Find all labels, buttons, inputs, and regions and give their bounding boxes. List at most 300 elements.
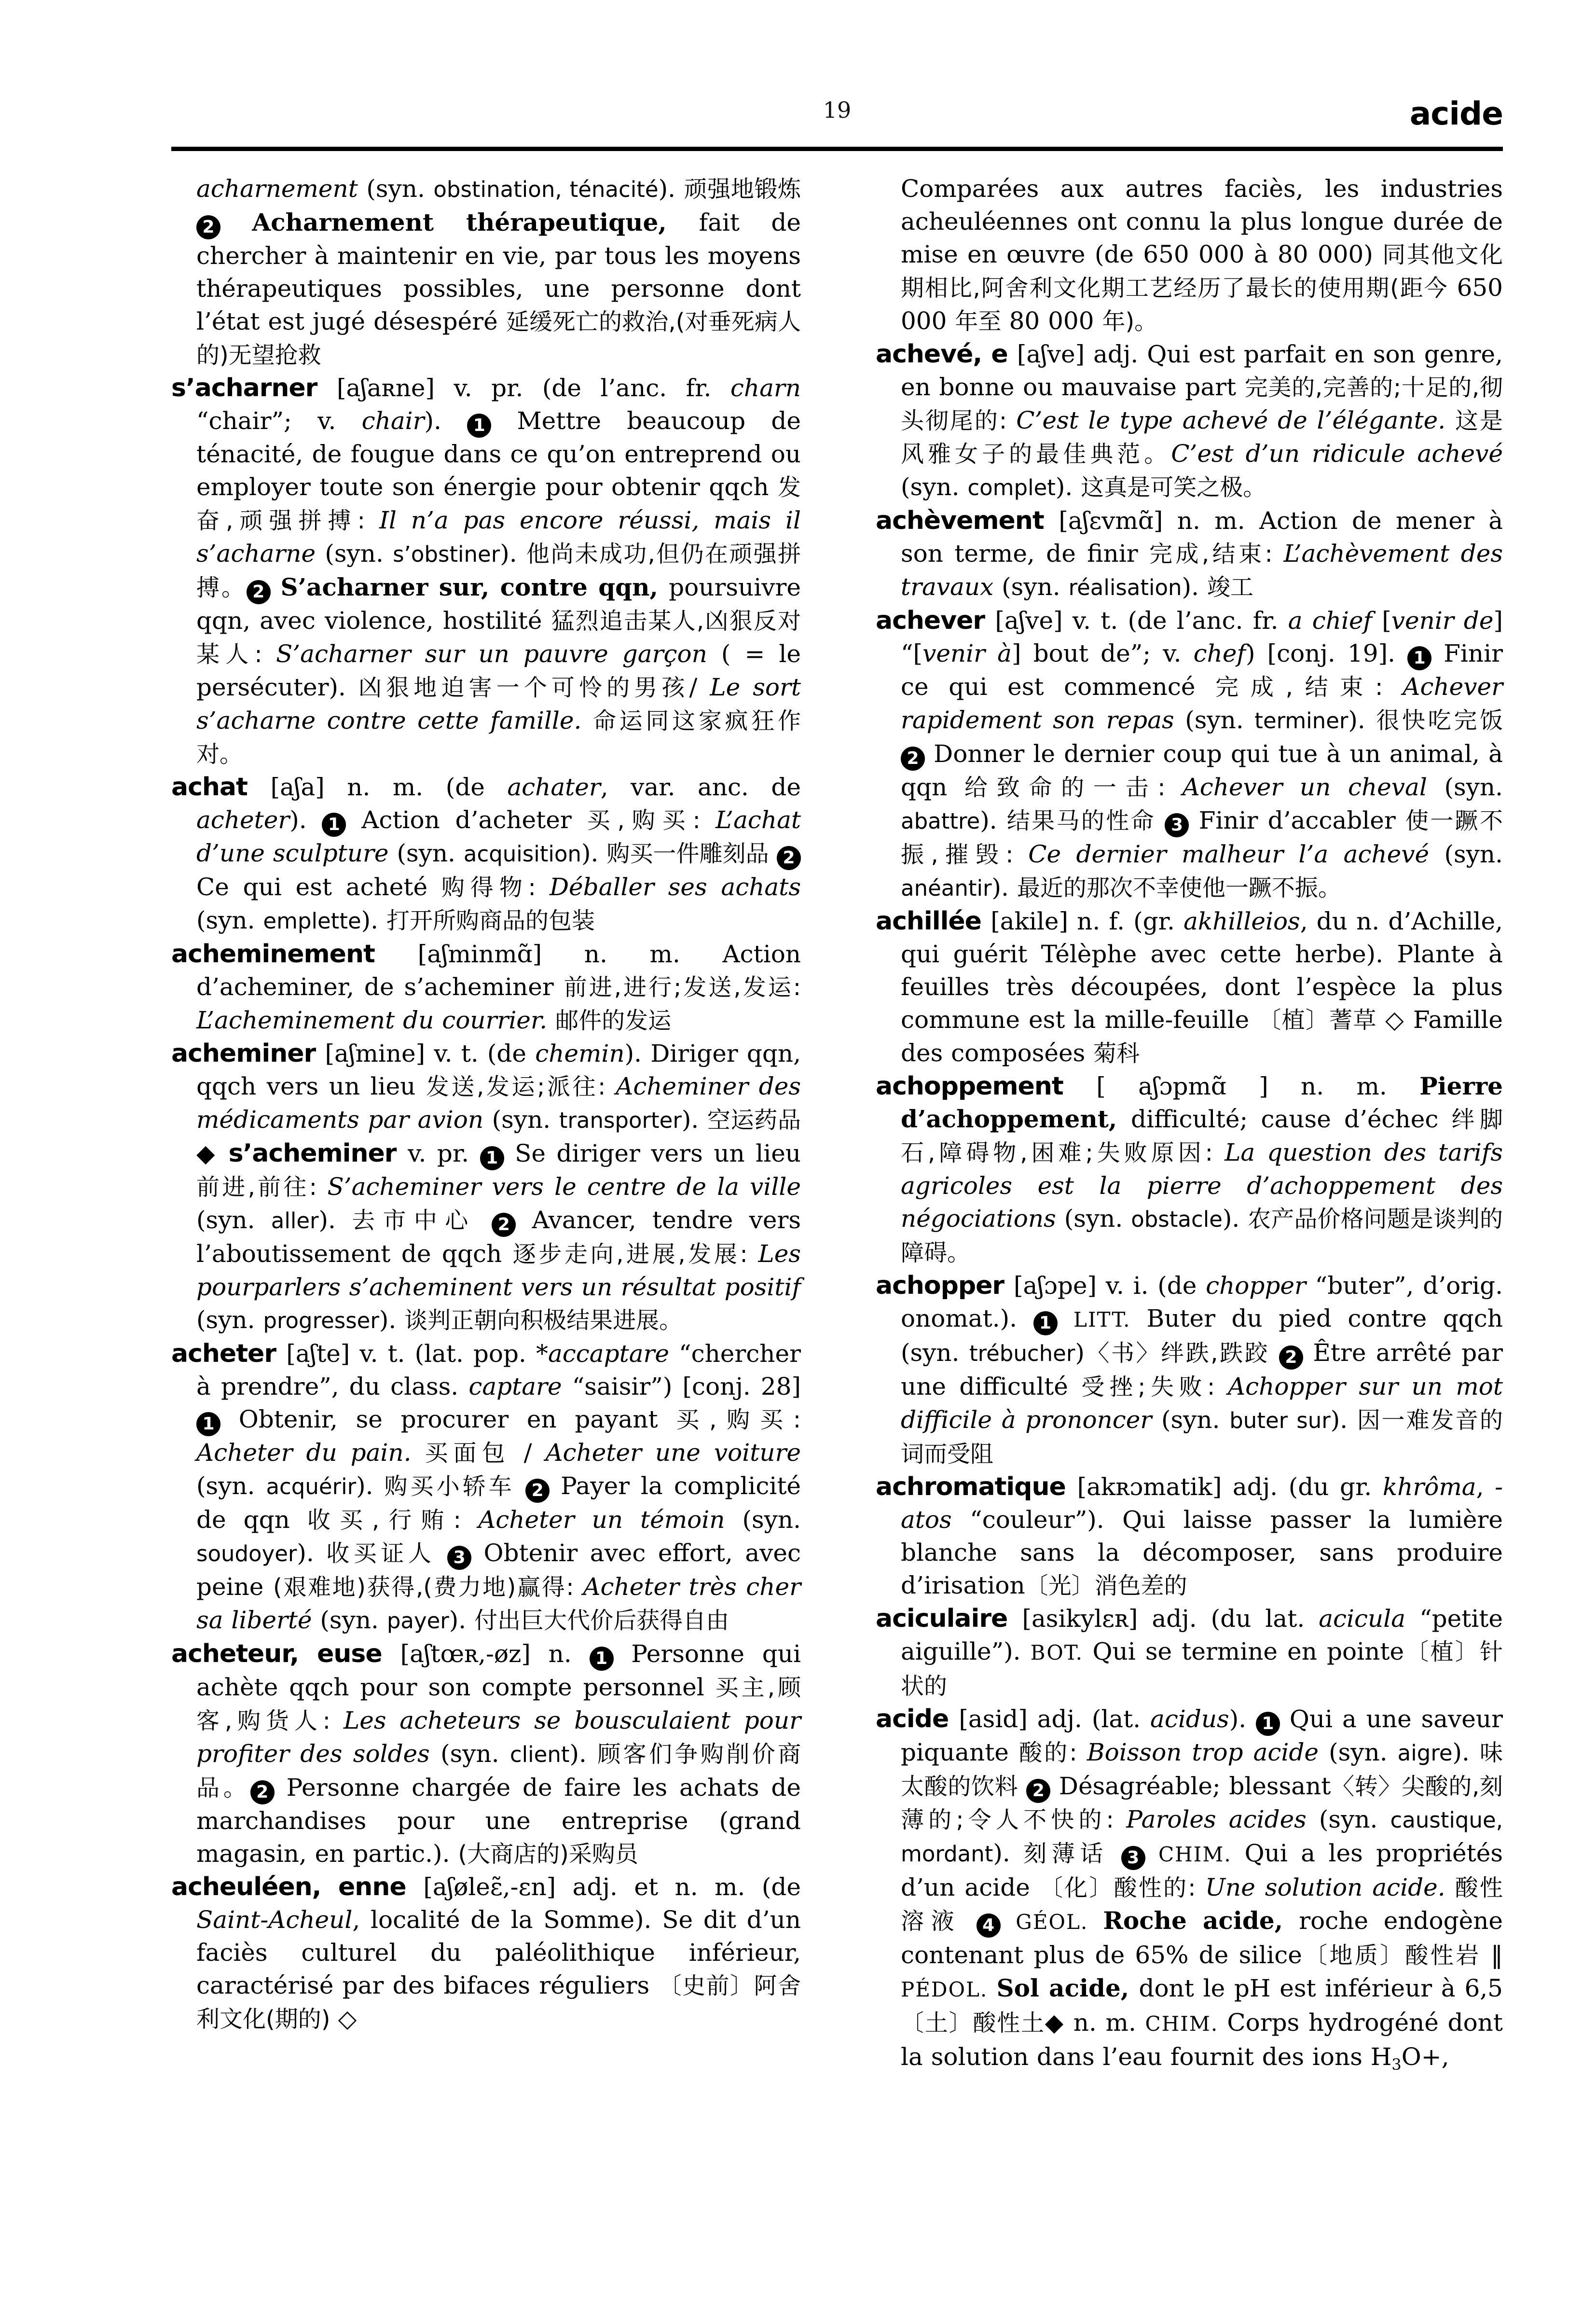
text-run: , bbox=[1476, 1473, 1495, 1501]
text-run: abattre bbox=[901, 808, 980, 834]
text-run: ). bbox=[681, 1106, 707, 1134]
text-run: accaptare bbox=[548, 1340, 679, 1368]
sense-number: 2 bbox=[1279, 1345, 1303, 1370]
text-run: obstination, ténacité bbox=[433, 177, 659, 202]
text-run: 〔史前〕阿舍利文化(期的) bbox=[196, 1972, 801, 2033]
text-run: 购买小轿车 bbox=[384, 1473, 526, 1500]
text-run: (syn. bbox=[397, 839, 464, 867]
text-run: [akile] n. f. (gr. bbox=[991, 907, 1184, 935]
text-run: Paroles acides bbox=[1126, 1805, 1319, 1833]
page-header bbox=[171, 0, 1503, 132]
headword: acheminer bbox=[171, 1039, 325, 1068]
headword: s’acharner bbox=[171, 374, 337, 402]
text-run: 前进,前往: bbox=[196, 1174, 328, 1201]
text-run: khrôma bbox=[1382, 1473, 1476, 1501]
text-run: 猛烈追击某人,凶狠反对某人: bbox=[196, 608, 801, 668]
text-run: ). bbox=[1229, 1705, 1256, 1733]
sense-number: 2 bbox=[1026, 1779, 1050, 1803]
headword: achillée bbox=[876, 907, 991, 936]
text-run: CHIM. bbox=[1158, 1843, 1245, 1866]
headword: achat bbox=[171, 773, 271, 802]
header-divider bbox=[171, 147, 1503, 151]
text-run: Être arrêté par une difficulté bbox=[901, 1339, 1503, 1400]
text-run bbox=[1145, 1839, 1158, 1867]
text-run: s’obstiner bbox=[393, 541, 500, 567]
text-run: 发奋,顽强拼搏: bbox=[196, 474, 801, 534]
text-run: Saint-Acheul bbox=[196, 1906, 353, 1934]
text-run: Finir d’accabler bbox=[1189, 806, 1405, 834]
text-run: (syn. bbox=[1329, 1738, 1398, 1766]
text-run: 〔土〕酸性土 bbox=[901, 2010, 1045, 2037]
text-run: transporter bbox=[559, 1108, 682, 1133]
text-run: ). bbox=[980, 806, 1007, 834]
text-run: Le sort s’acharne contre cette famille. bbox=[196, 673, 801, 735]
text-run: chef bbox=[1193, 639, 1246, 667]
entry-acide bbox=[876, 1703, 1503, 2081]
text-run: [aʃmine] v. t. (de bbox=[325, 1040, 536, 1067]
text-run: 这是风雅女子的最佳典范。 bbox=[901, 407, 1503, 468]
text-run: chemin bbox=[535, 1040, 625, 1067]
text-run: ). bbox=[1222, 1205, 1248, 1233]
text-run: (syn. bbox=[325, 540, 393, 568]
text-run: (syn. bbox=[440, 1740, 510, 1768]
text-run: venir à bbox=[922, 639, 1012, 667]
headword: s’acheminer bbox=[228, 1139, 408, 1168]
text-run: roche endogène contenant plus de 65% de silice bbox=[901, 1907, 1503, 1969]
page-body bbox=[171, 172, 1503, 2081]
entry-achever bbox=[876, 604, 1503, 905]
text-run: (大商店的)采购员 bbox=[458, 1841, 638, 1868]
text-run: ). bbox=[1182, 573, 1207, 601]
text-run: S’acheminer vers le centre de la ville bbox=[327, 1173, 801, 1201]
text-run: 这真是可笑之极。 bbox=[1081, 474, 1266, 501]
text-run: fait de chercher à maintenir en vie, par tous les moyens thérapeutiques possibles, une personne dont l’état est jugé désespéré bbox=[196, 208, 801, 335]
text-run: [aʃve] adj. Qui est parfait en son genre, en bonne ou mauvaise part bbox=[901, 340, 1503, 401]
text-run: [aʃɛvmɑ̃] n. m. Action de mener à son terme, de finir bbox=[901, 507, 1503, 568]
text-run: (syn. bbox=[196, 1472, 266, 1500]
text-run: 因一难发音的词而受阻 bbox=[901, 1407, 1503, 1468]
text-run: , localité de la Somme). Se dit d’un faciès culturel du paléolithique inférieur, caractérisé par des bifaces réguliers bbox=[196, 1906, 801, 1999]
text-run: v. pr. bbox=[408, 1139, 480, 1167]
text-run: ). bbox=[1452, 1738, 1480, 1766]
headword: achopper bbox=[876, 1271, 1014, 1300]
text-run: 逐步走向,进展,发展: bbox=[512, 1241, 758, 1268]
text-run: Ce qui est acheté bbox=[196, 873, 441, 901]
text-run: ). bbox=[581, 839, 607, 867]
text-run: 完成,结束: bbox=[1215, 674, 1403, 701]
entry-acharnement-continuation bbox=[171, 172, 801, 372]
text-run: 〈书〉绊跌,跌跤 bbox=[1084, 1340, 1279, 1367]
text-run: Acheter du pain. bbox=[196, 1439, 425, 1467]
text-run: ) [conj. 19]. bbox=[1245, 639, 1408, 667]
text-run: 他尚未成功,但仍在顽强拼搏。 bbox=[196, 541, 801, 601]
text-run: (syn. bbox=[196, 1306, 263, 1334]
text-run: chopper bbox=[1206, 1272, 1315, 1300]
text-run: poursuivre qqn, avec violence, hostilité bbox=[196, 573, 801, 635]
headword: achromatique bbox=[876, 1472, 1077, 1501]
text-run: Mettre beaucoup de ténacité, de fougue dans ce qu’on entreprend ou employer toute son énergie pour obtenir qqch bbox=[196, 407, 801, 501]
text-run: Achopper sur un mot difficile à prononcer bbox=[901, 1372, 1503, 1434]
text-run: LITT. bbox=[1073, 1308, 1147, 1331]
text-run: [aʃminmɑ̃] n. m. Action d’acheminer, de s’acheminer bbox=[196, 940, 801, 1001]
text-run: (syn. bbox=[742, 1506, 801, 1534]
text-run: ). bbox=[991, 873, 1017, 901]
text-run: (syn. bbox=[196, 1206, 271, 1234]
entry-acheuleen bbox=[171, 1871, 801, 2036]
text-run: 完美的,完善的;十足的,彻头彻尾的: bbox=[901, 374, 1503, 434]
text-run: [aʃaʀne] v. pr. (de l’anc. fr. bbox=[336, 374, 730, 402]
text-run: 给致命的一击: bbox=[964, 774, 1183, 801]
text-run: 买主,顾客,购货人: bbox=[196, 1674, 801, 1734]
text-run: 味太酸的饮料 bbox=[901, 1739, 1503, 1800]
text-run: Il n’a pas encore réussi, mais il s’acharne bbox=[196, 506, 801, 568]
text-run: Acheminer des médicaments par avion bbox=[196, 1072, 801, 1134]
text-run: [akʀɔmatik] adj. (du gr. bbox=[1077, 1473, 1383, 1501]
text-run: 3 bbox=[1391, 2055, 1402, 2074]
text-run: C’est le type achevé de l’élégante. bbox=[1016, 406, 1456, 434]
headword: aciculaire bbox=[876, 1604, 1022, 1633]
text-run: 〈转〉尖酸的,刻薄的;令人不快的: bbox=[901, 1773, 1503, 1833]
text-run: [asid] adj. (lat. bbox=[959, 1705, 1151, 1733]
text-run: Acheter un témoin bbox=[478, 1506, 743, 1534]
text-run: Les pourparlers s’acheminent vers un résultat positif bbox=[196, 1240, 801, 1301]
text-run: ). bbox=[356, 1472, 385, 1500]
text-run: Sol acide, bbox=[996, 1974, 1139, 2002]
text-run: Pierre d’achoppement, bbox=[901, 1072, 1503, 1133]
text-run: ) bbox=[1075, 1339, 1085, 1367]
sense-number: 1 bbox=[480, 1146, 504, 1170]
text-run: chair bbox=[361, 407, 425, 435]
text-run: (syn. bbox=[320, 1606, 387, 1634]
text-run: 年)。 bbox=[1102, 308, 1158, 335]
text-run: [aʃøleɛ̃,-ɛn] adj. et n. m. (de bbox=[423, 1873, 801, 1901]
text-run: ◆ bbox=[196, 1139, 229, 1167]
text-run: 顽强地锻炼 bbox=[684, 176, 801, 203]
text-run: [ bbox=[1382, 607, 1391, 635]
text-run: 邮件的发运 bbox=[555, 1007, 672, 1034]
text-run: Payer la complicité de qqn bbox=[196, 1472, 801, 1534]
guide-word: acide bbox=[1409, 95, 1503, 132]
text-run: achater bbox=[507, 773, 601, 801]
headword: achever bbox=[876, 606, 995, 635]
text-run: 〔光〕消色差的 bbox=[1025, 1572, 1187, 1599]
text-run: 最近的那次不幸使他一蹶不振。 bbox=[1017, 874, 1341, 901]
text-run: O+, bbox=[1401, 2043, 1449, 2071]
text-run: Boisson trop acide bbox=[1087, 1738, 1329, 1766]
text-run: dont le pH est inférieur à 6,5 bbox=[1139, 1974, 1503, 2002]
text-run: 空运药品 bbox=[707, 1107, 801, 1134]
headword: achèvement bbox=[876, 506, 1059, 535]
text-run: acidus bbox=[1150, 1705, 1229, 1733]
text-run: 酸的: bbox=[1018, 1739, 1087, 1766]
entry-aciculaire bbox=[876, 1602, 1503, 1703]
sense-number: 2 bbox=[492, 1213, 516, 1237]
text-run: Qui a une saveur piquante bbox=[901, 1705, 1503, 1766]
text-run: 结果马的性命 bbox=[1006, 807, 1165, 834]
text-run: ◆ bbox=[1045, 2009, 1073, 2037]
text-run: n. m. bbox=[1073, 2009, 1145, 2037]
text-run: Action d’acheter bbox=[346, 806, 587, 834]
text-run: Les acheteurs se bousculaient pour profiter des soldes bbox=[196, 1706, 801, 1768]
sense-number: 1 bbox=[196, 1412, 220, 1436]
text-run: acheter bbox=[196, 806, 290, 834]
sense-number: 1 bbox=[467, 414, 491, 438]
text-run: emplette bbox=[263, 908, 361, 934]
text-run: ). bbox=[1348, 706, 1376, 734]
text-run: L’achat d’une sculpture bbox=[196, 806, 801, 867]
text-run: / bbox=[689, 673, 710, 701]
text-run: (艰难地)获得,(费力地)赢得: bbox=[273, 1574, 583, 1601]
text-run: progresser bbox=[263, 1308, 379, 1333]
sense-number: 1 bbox=[590, 1647, 614, 1671]
sense-number: 2 bbox=[250, 1780, 275, 1804]
text-run: La question des tarifs agricoles est la pierre d’achoppement des négociations bbox=[901, 1138, 1503, 1233]
entry-acheuleen-continuation bbox=[876, 172, 1503, 338]
text-run: C’est d’un ridicule achevé bbox=[1171, 440, 1503, 468]
sense-number: 2 bbox=[525, 1479, 550, 1503]
text-run: Achever un cheval bbox=[1182, 773, 1445, 801]
text-run: 650 000 bbox=[901, 274, 1503, 335]
text-run: payer bbox=[386, 1608, 449, 1634]
text-run: “saisir”) [conj. 28] bbox=[572, 1372, 801, 1400]
text-run: acquisition bbox=[463, 841, 581, 867]
text-run: 谈判正朝向积极结果进展。 bbox=[404, 1307, 683, 1334]
text-run: GÉOL. bbox=[1016, 1910, 1103, 1934]
text-run: 很快吃完饭 bbox=[1376, 707, 1503, 734]
text-run: ‖ bbox=[1491, 1941, 1503, 1969]
text-run: Famille des composées bbox=[901, 1006, 1503, 1067]
text-run: “petite aiguille”). bbox=[901, 1605, 1503, 1665]
text-run: Acharnement thérapeutique, bbox=[252, 208, 699, 236]
text-run: 买,购买: bbox=[587, 807, 715, 834]
sense-number: 2 bbox=[247, 580, 271, 604]
text-run: [aʃte] v. t. (lat. pop. * bbox=[286, 1340, 548, 1368]
text-run: buter sur bbox=[1229, 1408, 1331, 1433]
text-run: 菊科 bbox=[1093, 1040, 1140, 1067]
text-run: Buter du pied contre qqch (syn. bbox=[901, 1304, 1503, 1367]
text-run: ). bbox=[379, 1306, 405, 1334]
text-run: 收买证人 bbox=[326, 1540, 448, 1567]
text-run: ). bbox=[318, 1206, 352, 1234]
entry-achromatique bbox=[876, 1470, 1503, 1602]
text-run: Désagréable; blessant bbox=[1050, 1772, 1331, 1800]
text-run: PÉDOL. bbox=[901, 1978, 997, 2001]
text-run: Corps hydrogéné dont la solution dans l’eau fournit des ions H bbox=[901, 2009, 1503, 2071]
headword: acheuléen, enne bbox=[171, 1872, 424, 1901]
text-run: anéantir bbox=[901, 875, 992, 901]
sense-number: 3 bbox=[1165, 813, 1189, 837]
headword: achoppement bbox=[876, 1072, 1097, 1101]
text-run: charn bbox=[730, 374, 801, 402]
text-run: réalisation bbox=[1068, 575, 1182, 600]
text-run: ). bbox=[993, 1839, 1024, 1867]
text-run: Qui se termine en pointe bbox=[1092, 1637, 1404, 1665]
text-run: 发送,发运;派往: bbox=[426, 1073, 616, 1100]
text-run: ). bbox=[1330, 1406, 1357, 1434]
page-number: 19 bbox=[823, 97, 852, 123]
text-run: ). bbox=[658, 175, 684, 203]
entry-acheminer bbox=[171, 1037, 801, 1337]
text-run: akhilleios bbox=[1183, 907, 1300, 935]
text-run: Achever rapidement son repas bbox=[901, 673, 1503, 734]
text-run: (syn. bbox=[1064, 1205, 1131, 1233]
text-run bbox=[220, 208, 252, 236]
text-run: S’acharner sur un pauvre garçon bbox=[275, 640, 721, 668]
text-run: “chercher à prendre”, du class. bbox=[196, 1340, 801, 1400]
text-run: ◇ bbox=[338, 2005, 357, 2033]
text-run: client bbox=[509, 1742, 570, 1767]
text-run: (syn. bbox=[1002, 573, 1069, 601]
text-run bbox=[1058, 1304, 1074, 1332]
text-run: ] “[ bbox=[901, 607, 1503, 667]
text-run: 买,购买: bbox=[676, 1406, 801, 1433]
text-run: 完成,结束: bbox=[1149, 541, 1284, 568]
entry-achillee bbox=[876, 905, 1503, 1070]
column-left bbox=[171, 172, 801, 2036]
text-run: captare bbox=[468, 1372, 572, 1400]
text-run: Une solution acide. bbox=[1205, 1873, 1455, 1901]
text-run: aigre bbox=[1397, 1740, 1453, 1766]
column-right bbox=[876, 172, 1503, 2081]
text-run: venir de bbox=[1391, 607, 1494, 635]
text-run: acicula bbox=[1319, 1605, 1420, 1633]
sense-number: 2 bbox=[777, 846, 801, 870]
text-run: “buter”, d’orig. onomat.). bbox=[901, 1272, 1503, 1332]
text-run: -atos bbox=[901, 1473, 1503, 1534]
text-run: 凶狠地迫害一个可怜的男孩 bbox=[358, 674, 689, 701]
text-run: (syn. bbox=[492, 1106, 559, 1134]
text-run: [aʃve] v. t. (de l’anc. fr. bbox=[995, 607, 1288, 635]
text-run: 〔植〕针状的 bbox=[901, 1638, 1503, 1700]
text-run: Ce dernier malheur l’a achevé bbox=[1028, 840, 1445, 868]
text-run: 顾客们争购削价商品。 bbox=[196, 1741, 801, 1802]
text-run bbox=[1001, 1907, 1016, 1935]
text-run: terminer bbox=[1254, 708, 1348, 734]
text-run: 竣工 bbox=[1207, 574, 1253, 601]
text-run: BOT. bbox=[1030, 1641, 1093, 1664]
text-run: (syn. bbox=[1185, 706, 1255, 734]
sense-number: 4 bbox=[977, 1913, 1001, 1938]
text-run: 打开所购商品的包装 bbox=[386, 907, 595, 934]
text-run: L’achèvement des travaux bbox=[901, 540, 1503, 601]
text-run: complet bbox=[967, 475, 1056, 500]
text-run: CHIM. bbox=[1145, 2012, 1227, 2036]
entry-acheve bbox=[876, 338, 1503, 504]
text-run: ). bbox=[424, 407, 468, 435]
text-run: 酸性溶液 bbox=[901, 1874, 1503, 1935]
text-run: 使一蹶不振,摧毁: bbox=[901, 807, 1503, 868]
text-run: Acheter une voiture bbox=[545, 1439, 801, 1467]
text-run: 收买,行贿: bbox=[307, 1507, 479, 1534]
text-run: Roche acide, bbox=[1103, 1906, 1299, 1935]
text-run: (syn. bbox=[1161, 1406, 1230, 1434]
entry-achoppement bbox=[876, 1070, 1503, 1269]
text-run: 买面包 bbox=[425, 1440, 510, 1467]
text-run: 去市中心 bbox=[352, 1207, 492, 1234]
text-run: 农产品价格问题是谈判的障碍。 bbox=[901, 1206, 1503, 1266]
text-run: Obtenir, se procurer en payant bbox=[220, 1405, 676, 1433]
text-run: ). bbox=[569, 1740, 598, 1768]
text-run: 延缓死亡的救治,(对垂死病人的)无望抢救 bbox=[196, 308, 801, 369]
text-run: 刻薄话 bbox=[1023, 1840, 1121, 1867]
headword: achevé, e bbox=[876, 340, 1017, 369]
text-run: [aʃɔpe] v. i. (de bbox=[1013, 1272, 1206, 1300]
text-run: 购买一件雕刻品 bbox=[606, 840, 777, 867]
text-run: (syn. bbox=[901, 473, 968, 501]
text-run: 〔植〕蓍草 bbox=[1258, 1007, 1386, 1034]
text-run: [asikylɛʀ] adj. (du lat. bbox=[1022, 1605, 1319, 1633]
text-run: L’acheminement du courrier. bbox=[196, 1006, 556, 1034]
text-run: Acheter très cher sa liberté bbox=[196, 1573, 801, 1634]
text-run: Donner le dernier coup qui tue à un animal, à qqn bbox=[901, 740, 1503, 801]
sense-number: 2 bbox=[196, 215, 220, 239]
text-run: / bbox=[510, 1439, 546, 1467]
sense-number: 1 bbox=[322, 813, 346, 837]
text-run: soudoyer bbox=[196, 1541, 297, 1566]
entry-achevement bbox=[876, 504, 1503, 604]
text-run: “chair”; v. bbox=[196, 407, 362, 435]
sense-number: 2 bbox=[901, 747, 925, 771]
text-run bbox=[271, 573, 281, 601]
text-run: obstacle bbox=[1131, 1206, 1223, 1232]
sense-number: 1 bbox=[1256, 1712, 1280, 1736]
headword: acide bbox=[876, 1705, 959, 1733]
sense-number: 1 bbox=[1033, 1311, 1058, 1335]
text-run: (syn. bbox=[366, 175, 434, 203]
text-run: 〔地质〕酸性岩 bbox=[1302, 1942, 1491, 1969]
text-run: Qui a les propriétés d’un acide bbox=[901, 1839, 1503, 1901]
text-run: Déballer ses achats bbox=[549, 873, 801, 901]
text-run: [aʃtœʀ,-øz] n. bbox=[400, 1640, 590, 1668]
text-run: ] bout de”; v. bbox=[1011, 639, 1194, 667]
text-run: Comparées aux autres faciès, les industries acheuléennes ont connu la plus longue durée de mise en œuvre (de 650 000 à 80 000) bbox=[901, 175, 1503, 268]
sense-number: 1 bbox=[1407, 646, 1431, 670]
text-run: “couleur”). Qui laisse passer la lumière blanche sans la décomposer, sans produire d’irisation bbox=[901, 1506, 1503, 1599]
sense-number: 3 bbox=[447, 1546, 471, 1570]
text-run: Personne qui achète qqch pour son compte personnel bbox=[196, 1640, 801, 1701]
text-run: a chief bbox=[1288, 607, 1382, 635]
text-run: Obtenir avec effort, avec peine bbox=[196, 1539, 801, 1601]
entry-achat bbox=[171, 771, 801, 938]
headword: acheteur, euse bbox=[171, 1639, 400, 1668]
entry-s-acharner bbox=[171, 372, 801, 771]
text-run: [aʃa] n. m. (de bbox=[270, 773, 508, 801]
text-run: , du n. d’Achille, qui guérit Télèphe avec cette herbe). Plante à feuilles très découpées, dont l’espèce la plus commune est la mille-feuille bbox=[901, 907, 1503, 1034]
text-run: (syn. bbox=[1444, 773, 1503, 801]
text-run: Avancer, tendre vers l’aboutissement de qqch bbox=[196, 1206, 801, 1268]
text-run: ). bbox=[297, 1539, 327, 1567]
text-run: trébucher bbox=[969, 1341, 1075, 1366]
text-run: S’acharner sur, contre qqn, bbox=[280, 573, 669, 601]
entry-acheter bbox=[171, 1337, 801, 1637]
text-run: (syn. bbox=[1319, 1805, 1390, 1833]
text-run: 年至 bbox=[955, 308, 1009, 335]
text-run: 绊脚石,障碍物,困难;失败原因: bbox=[901, 1106, 1503, 1166]
text-run: ◇ bbox=[1385, 1006, 1404, 1034]
sense-number: 3 bbox=[1121, 1846, 1145, 1870]
text-run: ). bbox=[1055, 473, 1081, 501]
entry-achopper bbox=[876, 1269, 1503, 1470]
text-run: 命运同这家疯狂作对。 bbox=[196, 707, 801, 768]
entry-acheminement bbox=[171, 938, 801, 1037]
text-run: (syn. bbox=[196, 906, 263, 934]
text-run: 80 000 bbox=[1009, 307, 1102, 335]
text-run: 前进,进行;发送,发运: bbox=[564, 974, 801, 1001]
text-run: Finir ce qui est commencé bbox=[901, 639, 1503, 701]
text-run: ). bbox=[361, 906, 386, 934]
text-run: difficulté; cause d’échec bbox=[1131, 1105, 1452, 1133]
text-run: [ aʃɔpmɑ̃ ] n. m. bbox=[1096, 1072, 1420, 1100]
